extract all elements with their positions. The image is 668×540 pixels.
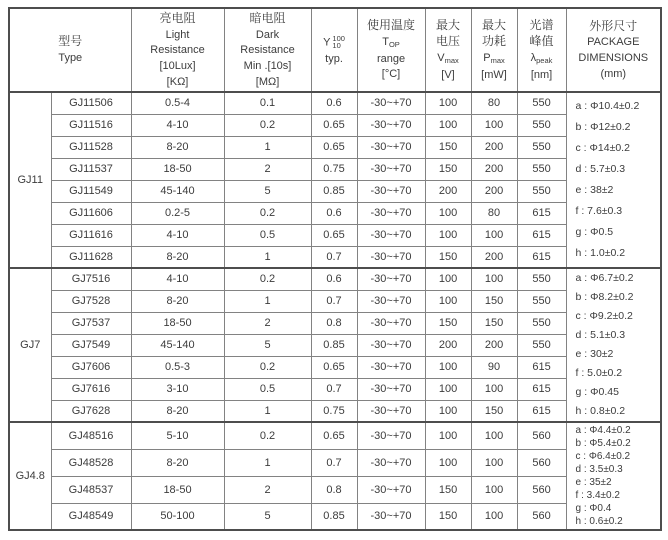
- header-vmax: [425, 8, 471, 92]
- header-vmax-zh1: 最大: [436, 17, 461, 32]
- cell-lambda-peak: 550: [517, 92, 566, 114]
- header-package-unit: (mm): [600, 67, 627, 80]
- dim-line: e : 35±2: [575, 477, 612, 488]
- header-gamma: [311, 8, 357, 92]
- cell-vmax: 100: [425, 224, 471, 246]
- cell-model: GJ11628: [51, 246, 131, 268]
- gamma-letter: Y: [323, 36, 331, 49]
- cell-gamma: 0.7: [311, 246, 357, 268]
- header-vmax-unit: [V]: [441, 68, 455, 81]
- cell-lambda-peak: 560: [517, 476, 566, 503]
- cell-light-resistance: 4-10: [131, 114, 224, 136]
- table-body: [9, 92, 661, 530]
- vmax-letter: V: [437, 52, 445, 65]
- header-light-cond: [10Lux]: [159, 59, 196, 72]
- cell-dark-resistance: 0.2: [224, 422, 311, 449]
- header-lambda-unit: [nm]: [530, 68, 553, 81]
- cell-lambda-peak: 550: [517, 180, 566, 202]
- table-row: [9, 114, 661, 136]
- cell-light-resistance: 18-50: [131, 158, 224, 180]
- cell-vmax: 100: [425, 290, 471, 312]
- cell-gamma: 0.65: [311, 224, 357, 246]
- cell-model: GJ7606: [51, 356, 131, 378]
- dim-line: d : 5.7±0.3: [575, 163, 626, 175]
- cell-temp-range: -30~+70: [357, 224, 425, 246]
- dim-line: c : Φ14±0.2: [575, 142, 630, 154]
- cell-vmax: 100: [425, 202, 471, 224]
- cell-gamma: 0.75: [311, 400, 357, 422]
- cell-dark-resistance: 5: [224, 334, 311, 356]
- header-light-en2: Resistance: [150, 44, 205, 57]
- header-dark-cond: Min .[10s]: [243, 59, 292, 72]
- table-row: [9, 400, 661, 422]
- cell-light-resistance: 5-10: [131, 422, 224, 449]
- cell-model: GJ11537: [51, 158, 131, 180]
- header-package-en2: DIMENSIONS: [578, 52, 649, 65]
- cell-vmax: 100: [425, 422, 471, 449]
- dim-line: b : Φ8.2±0.2: [575, 291, 634, 303]
- header-temp-unit: [°C]: [381, 68, 401, 81]
- table-row: [9, 180, 661, 202]
- temp-letter: T: [382, 35, 389, 48]
- cell-temp-range: -30~+70: [357, 503, 425, 530]
- header-lambda-zh2: 峰值: [529, 34, 554, 49]
- cell-model: GJ11549: [51, 180, 131, 202]
- cell-temp-range: -30~+70: [357, 114, 425, 136]
- header-dark-zh: 暗电阻: [249, 10, 286, 25]
- cell-gamma: 0.65: [311, 422, 357, 449]
- cell-pmax: 80: [471, 202, 517, 224]
- dim-line: a : Φ6.7±0.2: [575, 272, 634, 284]
- table-row: [9, 246, 661, 268]
- dim-line: g : Φ0.5: [575, 226, 614, 238]
- cell-light-resistance: 8-20: [131, 449, 224, 476]
- pmax-sub: max: [490, 56, 505, 66]
- cell-dark-resistance: 1: [224, 246, 311, 268]
- cell-model: GJ11606: [51, 202, 131, 224]
- cell-pmax: 100: [471, 476, 517, 503]
- dim-line: d : 5.1±0.3: [575, 329, 626, 341]
- dim-line: h : 0.6±0.2: [575, 516, 623, 527]
- cell-model: GJ11528: [51, 136, 131, 158]
- cell-vmax: 100: [425, 400, 471, 422]
- dim-line: g : Φ0.45: [575, 386, 619, 398]
- table-row: [9, 476, 661, 503]
- gamma-fraction: [332, 35, 345, 50]
- cell-temp-range: -30~+70: [357, 312, 425, 334]
- cell-vmax: 150: [425, 312, 471, 334]
- cell-light-resistance: 8-20: [131, 246, 224, 268]
- cell-dark-resistance: 5: [224, 503, 311, 530]
- dim-line: a : Φ4.4±0.2: [575, 425, 631, 436]
- cell-gamma: 0.85: [311, 180, 357, 202]
- cell-light-resistance: 0.2-5: [131, 202, 224, 224]
- cell-dark-resistance: 0.2: [224, 268, 311, 290]
- pmax-letter: P: [483, 52, 491, 65]
- group-label-gj11: GJ11: [9, 92, 51, 268]
- dim-line: b : Φ5.4±0.2: [575, 438, 631, 449]
- dim-line: c : Φ9.2±0.2: [575, 310, 633, 322]
- cell-temp-range: -30~+70: [357, 268, 425, 290]
- package-dimensions-gj11: [566, 92, 661, 268]
- cell-gamma: 0.75: [311, 158, 357, 180]
- cell-dark-resistance: 2: [224, 158, 311, 180]
- dim-line: b : Φ12±0.2: [575, 121, 631, 133]
- gamma-sup: 100: [332, 33, 345, 43]
- cell-dark-resistance: 0.5: [224, 224, 311, 246]
- cell-temp-range: -30~+70: [357, 422, 425, 449]
- header-pmax-zh2: 功耗: [482, 34, 507, 49]
- cell-model: GJ48516: [51, 422, 131, 449]
- table-row: [9, 378, 661, 400]
- cell-pmax: 100: [471, 378, 517, 400]
- cell-model: GJ11616: [51, 224, 131, 246]
- cell-vmax: 150: [425, 136, 471, 158]
- cell-gamma: 0.8: [311, 312, 357, 334]
- cell-vmax: 100: [425, 449, 471, 476]
- header-light-zh: 亮电阻: [159, 10, 196, 25]
- dim-line: h : 0.8±0.2: [575, 405, 626, 417]
- dim-line: e : 38±2: [575, 184, 614, 196]
- cell-lambda-peak: 615: [517, 378, 566, 400]
- table-row: [9, 290, 661, 312]
- cell-temp-range: -30~+70: [357, 476, 425, 503]
- cell-vmax: 100: [425, 268, 471, 290]
- header-temp-zh: 使用温度: [367, 18, 416, 33]
- group-label-gj48: GJ4.8: [9, 422, 51, 530]
- cell-lambda-peak: 550: [517, 334, 566, 356]
- gamma-typ: typ.: [325, 52, 343, 65]
- dim-line: f : 5.0±0.2: [575, 367, 623, 379]
- cell-temp-range: -30~+70: [357, 356, 425, 378]
- header-temperature: [357, 8, 425, 92]
- header-package-zh: 外形尺寸: [589, 18, 638, 33]
- cell-vmax: 150: [425, 246, 471, 268]
- cell-model: GJ48537: [51, 476, 131, 503]
- table-row: [9, 422, 661, 449]
- lambda-letter: λ: [530, 52, 537, 65]
- cell-dark-resistance: 1: [224, 400, 311, 422]
- cell-dark-resistance: 1: [224, 449, 311, 476]
- cell-gamma: 0.7: [311, 290, 357, 312]
- temp-sub: OP: [388, 39, 400, 49]
- cell-dark-resistance: 0.1: [224, 92, 311, 114]
- cell-vmax: 150: [425, 476, 471, 503]
- cell-light-resistance: 45-140: [131, 180, 224, 202]
- cell-gamma: 0.7: [311, 378, 357, 400]
- group-label-gj7: GJ7: [9, 268, 51, 422]
- cell-light-resistance: 45-140: [131, 334, 224, 356]
- table-row: [9, 224, 661, 246]
- cell-light-resistance: 18-50: [131, 476, 224, 503]
- cell-pmax: 100: [471, 268, 517, 290]
- table-row: [9, 334, 661, 356]
- table-row: [9, 503, 661, 530]
- cell-dark-resistance: 2: [224, 312, 311, 334]
- cell-lambda-peak: 560: [517, 422, 566, 449]
- cell-vmax: 150: [425, 158, 471, 180]
- dim-line: f : 3.4±0.2: [575, 490, 620, 501]
- header-temp-range: range: [376, 52, 406, 65]
- cell-pmax: 100: [471, 114, 517, 136]
- cell-pmax: 90: [471, 356, 517, 378]
- cell-lambda-peak: 560: [517, 503, 566, 530]
- cell-gamma: 0.6: [311, 268, 357, 290]
- cell-model: GJ7628: [51, 400, 131, 422]
- package-dimensions-gj48: [566, 422, 661, 530]
- cell-lambda-peak: 615: [517, 202, 566, 224]
- package-dimensions-gj7: [566, 268, 661, 422]
- cell-gamma: 0.65: [311, 114, 357, 136]
- cell-temp-range: -30~+70: [357, 180, 425, 202]
- lambda-symbol: [531, 52, 553, 66]
- table-row: [9, 158, 661, 180]
- cell-dark-resistance: 0.2: [224, 114, 311, 136]
- cell-light-resistance: 3-10: [131, 378, 224, 400]
- table-row: [9, 449, 661, 476]
- header-pmax-unit: [mW]: [481, 68, 507, 81]
- cell-vmax: 200: [425, 180, 471, 202]
- cell-light-resistance: 8-20: [131, 136, 224, 158]
- cell-lambda-peak: 550: [517, 136, 566, 158]
- cell-gamma: 0.65: [311, 356, 357, 378]
- cell-pmax: 200: [471, 136, 517, 158]
- cell-light-resistance: 4-10: [131, 224, 224, 246]
- cell-pmax: 100: [471, 422, 517, 449]
- cell-light-resistance: 8-20: [131, 290, 224, 312]
- cell-gamma: 0.8: [311, 476, 357, 503]
- header-dark-en2: Resistance: [240, 44, 295, 57]
- dim-line: d : 3.5±0.3: [575, 464, 623, 475]
- cell-temp-range: -30~+70: [357, 334, 425, 356]
- cell-vmax: 100: [425, 92, 471, 114]
- header-light-en1: Light: [165, 28, 190, 41]
- header-type-zh: 型号: [58, 34, 83, 49]
- header-package-en1: PACKAGE: [587, 36, 640, 49]
- cell-light-resistance: 18-50: [131, 312, 224, 334]
- cell-lambda-peak: 550: [517, 268, 566, 290]
- cell-lambda-peak: 615: [517, 356, 566, 378]
- pmax-symbol: [483, 52, 505, 66]
- cell-vmax: 150: [425, 503, 471, 530]
- header-dark-unit: [MΩ]: [255, 75, 280, 88]
- dim-line: f : 7.6±0.3: [575, 205, 623, 217]
- cell-light-resistance: 8-20: [131, 400, 224, 422]
- cell-lambda-peak: 550: [517, 158, 566, 180]
- cell-pmax: 200: [471, 246, 517, 268]
- cell-temp-range: -30~+70: [357, 400, 425, 422]
- cell-dark-resistance: 1: [224, 136, 311, 158]
- cell-gamma: 0.85: [311, 334, 357, 356]
- header-package: [566, 8, 661, 92]
- cell-dark-resistance: 1: [224, 290, 311, 312]
- cell-pmax: 100: [471, 224, 517, 246]
- header-dark-en1: Dark: [255, 28, 280, 41]
- cell-model: GJ7537: [51, 312, 131, 334]
- table-row: [9, 268, 661, 290]
- cell-model: GJ11506: [51, 92, 131, 114]
- cell-vmax: 200: [425, 334, 471, 356]
- cell-temp-range: -30~+70: [357, 136, 425, 158]
- header-light-unit: [KΩ]: [166, 75, 189, 88]
- dim-line: h : 1.0±0.2: [575, 247, 626, 259]
- header-pmax: [471, 8, 517, 92]
- table-header: [9, 8, 661, 92]
- cell-vmax: 100: [425, 378, 471, 400]
- cell-pmax: 150: [471, 312, 517, 334]
- cell-lambda-peak: 615: [517, 400, 566, 422]
- cell-pmax: 80: [471, 92, 517, 114]
- cell-dark-resistance: 5: [224, 180, 311, 202]
- cell-model: GJ7516: [51, 268, 131, 290]
- cell-dark-resistance: 0.5: [224, 378, 311, 400]
- header-pmax-zh1: 最大: [482, 17, 507, 32]
- cell-light-resistance: 50-100: [131, 503, 224, 530]
- cell-lambda-peak: 615: [517, 224, 566, 246]
- table-row: [9, 92, 661, 114]
- table-row: [9, 202, 661, 224]
- cell-temp-range: -30~+70: [357, 378, 425, 400]
- header-lambda-peak: [517, 8, 566, 92]
- cell-temp-range: -30~+70: [357, 246, 425, 268]
- vmax-sub: max: [444, 56, 459, 66]
- cell-model: GJ7616: [51, 378, 131, 400]
- cell-pmax: 150: [471, 290, 517, 312]
- dim-line: e : 30±2: [575, 348, 614, 360]
- table-row: [9, 312, 661, 334]
- header-dark-resistance: [224, 8, 311, 92]
- cell-model: GJ48549: [51, 503, 131, 530]
- cell-light-resistance: 0.5-4: [131, 92, 224, 114]
- header-type-en: Type: [58, 52, 83, 65]
- cell-gamma: 0.6: [311, 92, 357, 114]
- cell-lambda-peak: 550: [517, 312, 566, 334]
- cell-gamma: 0.6: [311, 202, 357, 224]
- cell-temp-range: -30~+70: [357, 202, 425, 224]
- cell-temp-range: -30~+70: [357, 158, 425, 180]
- header-type: [9, 8, 131, 92]
- cell-gamma: 0.85: [311, 503, 357, 530]
- dim-line: a : Φ10.4±0.2: [575, 100, 640, 112]
- cell-pmax: 100: [471, 503, 517, 530]
- cell-light-resistance: 0.5-3: [131, 356, 224, 378]
- cell-pmax: 200: [471, 158, 517, 180]
- cell-model: GJ11516: [51, 114, 131, 136]
- cell-gamma: 0.65: [311, 136, 357, 158]
- cell-gamma: 0.7: [311, 449, 357, 476]
- header-light-resistance: [131, 8, 224, 92]
- table-row: [9, 136, 661, 158]
- header-vmax-zh2: 电压: [436, 34, 461, 49]
- cell-vmax: 100: [425, 114, 471, 136]
- gamma-symbol: [323, 35, 345, 50]
- cell-pmax: 100: [471, 449, 517, 476]
- cell-model: GJ7528: [51, 290, 131, 312]
- cell-lambda-peak: 615: [517, 246, 566, 268]
- cell-dark-resistance: 2: [224, 476, 311, 503]
- vmax-symbol: [437, 52, 459, 66]
- dim-line: c : Φ6.4±0.2: [575, 451, 631, 462]
- cell-vmax: 100: [425, 356, 471, 378]
- header-row: [9, 8, 661, 92]
- lambda-sub: peak: [536, 56, 553, 66]
- header-lambda-zh1: 光谱: [529, 17, 554, 32]
- gamma-sub: 10: [332, 41, 341, 51]
- temp-symbol: [382, 36, 400, 50]
- cell-lambda-peak: 560: [517, 449, 566, 476]
- cell-temp-range: -30~+70: [357, 290, 425, 312]
- cell-dark-resistance: 0.2: [224, 202, 311, 224]
- cell-model: GJ7549: [51, 334, 131, 356]
- cell-lambda-peak: 550: [517, 114, 566, 136]
- cell-lambda-peak: 550: [517, 290, 566, 312]
- cell-pmax: 200: [471, 180, 517, 202]
- cell-pmax: 200: [471, 334, 517, 356]
- cell-temp-range: -30~+70: [357, 92, 425, 114]
- spec-table: [8, 7, 662, 531]
- cell-model: GJ48528: [51, 449, 131, 476]
- cell-pmax: 150: [471, 400, 517, 422]
- dim-line: g : Φ0.4: [575, 503, 612, 514]
- cell-temp-range: -30~+70: [357, 449, 425, 476]
- table-row: [9, 356, 661, 378]
- cell-dark-resistance: 0.2: [224, 356, 311, 378]
- cell-light-resistance: 4-10: [131, 268, 224, 290]
